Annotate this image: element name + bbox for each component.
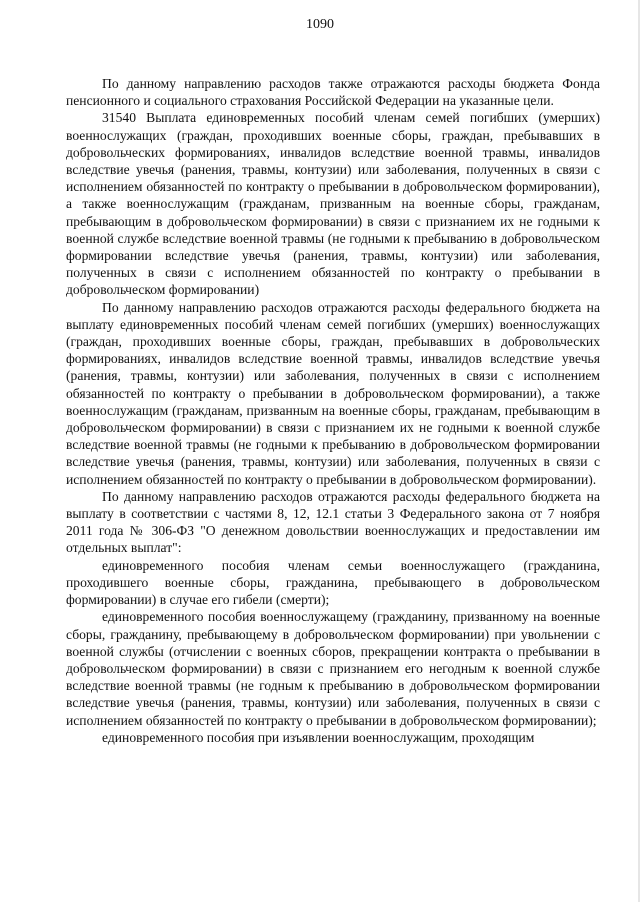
- paragraph-federal-budget-lump-sum: По данному направлению расходов отражаются расходы федерального бюджета на выплату единовременных пособий членам семей погибших (умерших) военнослужащих (граждан, проходивших военные сборы, граждан, пребывавших в добровольческих формированиях, инвалидов вследствие военной травмы, инвалидов вследствие увечья (ранения, травмы, контузии) или заболевания, полученных в связи с исполнением обязанностей по контракту о пребывании в добровольческом формировании), а также военнослужащим (гражданам, призванным на военные сборы, гражданам, пребывающим в добровольческом формировании) в связи с признанием их не годными к военной службе вследствие военной травмы (не годными к пребыванию в добровольческом формировании вследствие увечья (ранения, травмы, контузии) или заболевания, полученных в связи с исполнением обязанностей по контракту о пребывании в добровольческом формировании).: [66, 299, 600, 487]
- document-body: [66, 75, 600, 746]
- paragraph-federal-law-reference: По данному направлению расходов отражаются расходы федерального бюджета на выплату в соответствии с частями 8, 12, 12.1 статьи 3 Федерального закона от 7 ноября 2011 года № 306-ФЗ "О денежном довольствии военнослужащих и предоставлении им отдельных выплат":: [66, 488, 600, 556]
- page-number: 1090: [306, 17, 334, 32]
- paragraph-code-31540-title: 31540 Выплата единовременных пособий членам семей погибших (умерших) военнослужащих (граждан, проходивших военные сборы, граждан, пребывавших в добровольческих формированиях, инвалидов вследствие военной травмы, инвалидов вследствие увечья (ранения, травмы, контузии) или заболевания, полученных в связи с исполнением обязанностей по контракту о пребывании в добровольческом формировании), а также военнослужащим (гражданам, призванным на военные сборы, гражданам, пребывающим в добровольческом формировании) в связи с признанием их не годными к военной службе вследствие военной травмы (не годными к пребыванию в добровольческом формировании вследствие увечья (ранения, травмы, контузии) или заболевания, полученных в связи с исполнением обязанностей по контракту о пребывании в добровольческом формировании): [66, 110, 600, 298]
- paragraph-dismissal-allowance: единовременного пособия военнослужащему (гражданину, призванному на военные сборы, гражданину, пребывающему в добровольческом формировании) при увольнении с военной службы (отчислении с военных сборов, прекращении контракта о пребывании в добровольческом формировании) в связи с признанием его негодным к военной службе вследствие военной травмы (не годным к пребыванию в добровольческом формировании вследствие увечья (ранения, травмы, контузии) или заболевания, полученных в связи с исполнением обязанностей по контракту о пребывании в добровольческом формировании);: [66, 609, 600, 728]
- paragraph-fund-expenses: По данному направлению расходов также отражаются расходы бюджета Фонда пенсионного и социального страхования Российской Федерации на указанные цели.: [66, 76, 600, 109]
- paragraph-family-allowance: единовременного пособия членам семьи военнослужащего (гражданина, проходившего военные сборы, гражданина, пребывающего в добровольческом формировании) в случае его гибели (смерти);: [66, 557, 600, 608]
- paragraph-expression-allowance: единовременного пособия при изъявлении военнослужащим, проходящим: [102, 729, 535, 745]
